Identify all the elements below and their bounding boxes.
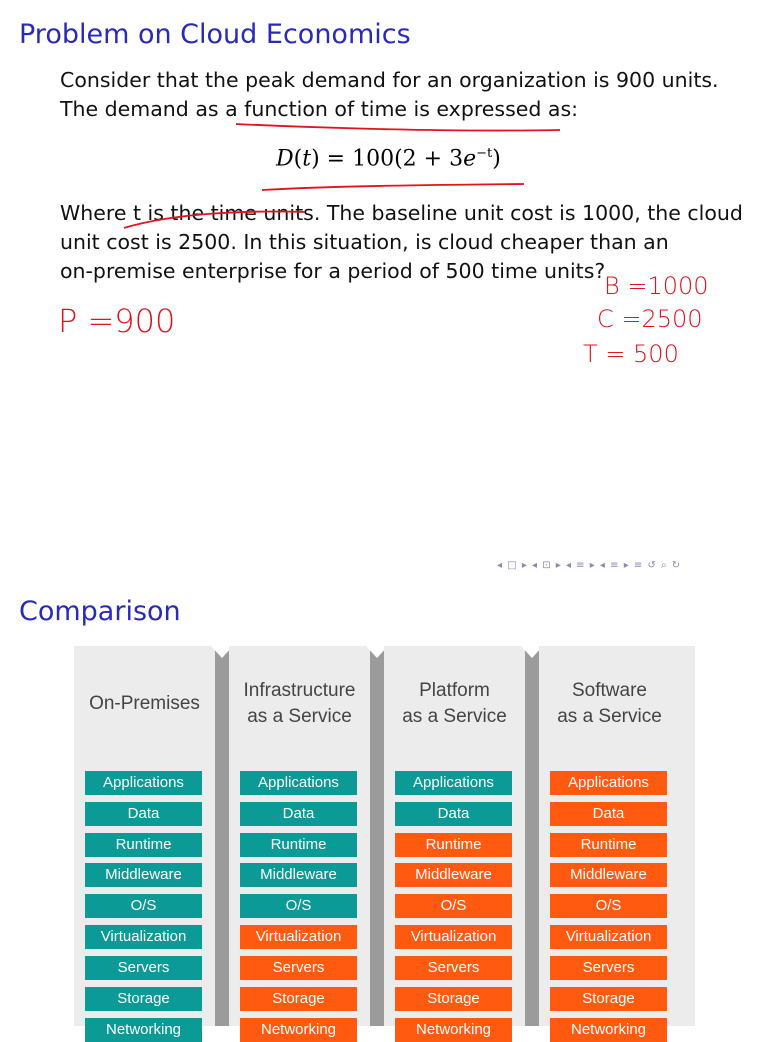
layer-virtualization: Virtualization [550, 925, 667, 949]
heading-line: as a Service [247, 706, 352, 727]
layer-middleware: Middleware [85, 863, 202, 887]
problem-line-2-start: The demand as a [60, 97, 245, 121]
layer-storage: Storage [395, 987, 512, 1011]
layer-applications: Applications [395, 771, 512, 795]
column-heading [539, 678, 680, 730]
layer-os: O/S [85, 894, 202, 918]
column-heading [384, 678, 525, 730]
column-iaas [229, 646, 370, 1038]
layer-storage: Storage [85, 987, 202, 1011]
demand-equation: $D(t) = 100(2 + 3e^{-t})$ [276, 146, 501, 172]
column-heading [229, 678, 370, 730]
column-on-premises [74, 646, 215, 1038]
slide-title: Comparison [19, 596, 181, 627]
eq-variable: t [302, 146, 312, 172]
column-paas [384, 646, 525, 1038]
column-saas [539, 646, 695, 1038]
layer-storage: Storage [550, 987, 667, 1011]
layer-data: Data [240, 802, 357, 826]
service-model-comparison [74, 646, 695, 1038]
slide-comparison [0, 582, 768, 1038]
heading-line: Platform [419, 680, 490, 701]
handwritten-period: T = 500 [583, 340, 679, 368]
eq-e: e [463, 146, 477, 172]
layer-networking: Networking [240, 1018, 357, 1042]
layer-os: O/S [395, 894, 512, 918]
layer-os: O/S [240, 894, 357, 918]
layer-middleware: Middleware [550, 863, 667, 887]
heading-line: Software [572, 680, 647, 701]
layer-data: Data [395, 802, 512, 826]
column-separator [525, 646, 539, 1026]
layer-servers: Servers [550, 956, 667, 980]
column-separator [215, 646, 229, 1026]
layer-middleware: Middleware [395, 863, 512, 887]
underline-time-units [124, 212, 305, 228]
layer-virtualization: Virtualization [240, 925, 357, 949]
problem-line-2-underlined: function of time is expressed as: [244, 97, 579, 121]
column-heading [74, 691, 215, 717]
slide-title: Problem on Cloud Economics [19, 19, 411, 50]
problem-line-3: Where t is the time units. The baseline unit cost is 1000, the cloud [60, 201, 743, 225]
layer-runtime: Runtime [85, 833, 202, 857]
eq-exponent: −t [476, 146, 493, 161]
layer-servers: Servers [240, 956, 357, 980]
layer-networking: Networking [85, 1018, 202, 1042]
layer-networking: Networking [395, 1018, 512, 1042]
eq-close: ) [492, 146, 501, 172]
problem-line-1: Consider that the peak demand for an organization is 900 units. [60, 68, 719, 92]
heading-line: On-Premises [89, 693, 200, 714]
handwritten-cloud: C =2500 [597, 305, 703, 333]
layer-runtime: Runtime [395, 833, 512, 857]
heading-line: as a Service [402, 706, 507, 727]
layer-virtualization: Virtualization [85, 925, 202, 949]
handwritten-baseline: B =1000 [604, 272, 709, 300]
layer-data: Data [85, 802, 202, 826]
layer-servers: Servers [395, 956, 512, 980]
layer-applications: Applications [240, 771, 357, 795]
handwritten-peak: P =900 [58, 302, 176, 340]
column-separator [370, 646, 384, 1026]
layer-runtime: Runtime [550, 833, 667, 857]
layer-applications: Applications [85, 771, 202, 795]
layer-applications: Applications [550, 771, 667, 795]
eq-rhs: 100(2 + 3 [352, 146, 464, 172]
problem-line-4: unit cost is 2500. In this situation, is cloud cheaper than an [60, 230, 669, 254]
layer-runtime: Runtime [240, 833, 357, 857]
heading-line: Infrastructure [243, 680, 356, 701]
layer-storage: Storage [240, 987, 357, 1011]
layer-data: Data [550, 802, 667, 826]
layer-os: O/S [550, 894, 667, 918]
layer-middleware: Middleware [240, 863, 357, 887]
heading-line: as a Service [557, 706, 662, 727]
problem-line-5: on-premise enterprise for a period of 500 time units? [60, 259, 606, 283]
layer-networking: Networking [550, 1018, 667, 1042]
underline-function-of-time [236, 124, 560, 131]
layer-servers: Servers [85, 956, 202, 980]
handwritten-underlines [0, 0, 768, 300]
layer-virtualization: Virtualization [395, 925, 512, 949]
eq-function-name: D [276, 146, 294, 172]
underline-equation [262, 184, 524, 190]
beamer-navigation-bar[interactable]: ◂ □ ▸ ◂ ⊡ ▸ ◂ ≡ ▸ ◂ ≡ ▸ ≡ ↺ ⌕ ↻ [497, 560, 682, 571]
